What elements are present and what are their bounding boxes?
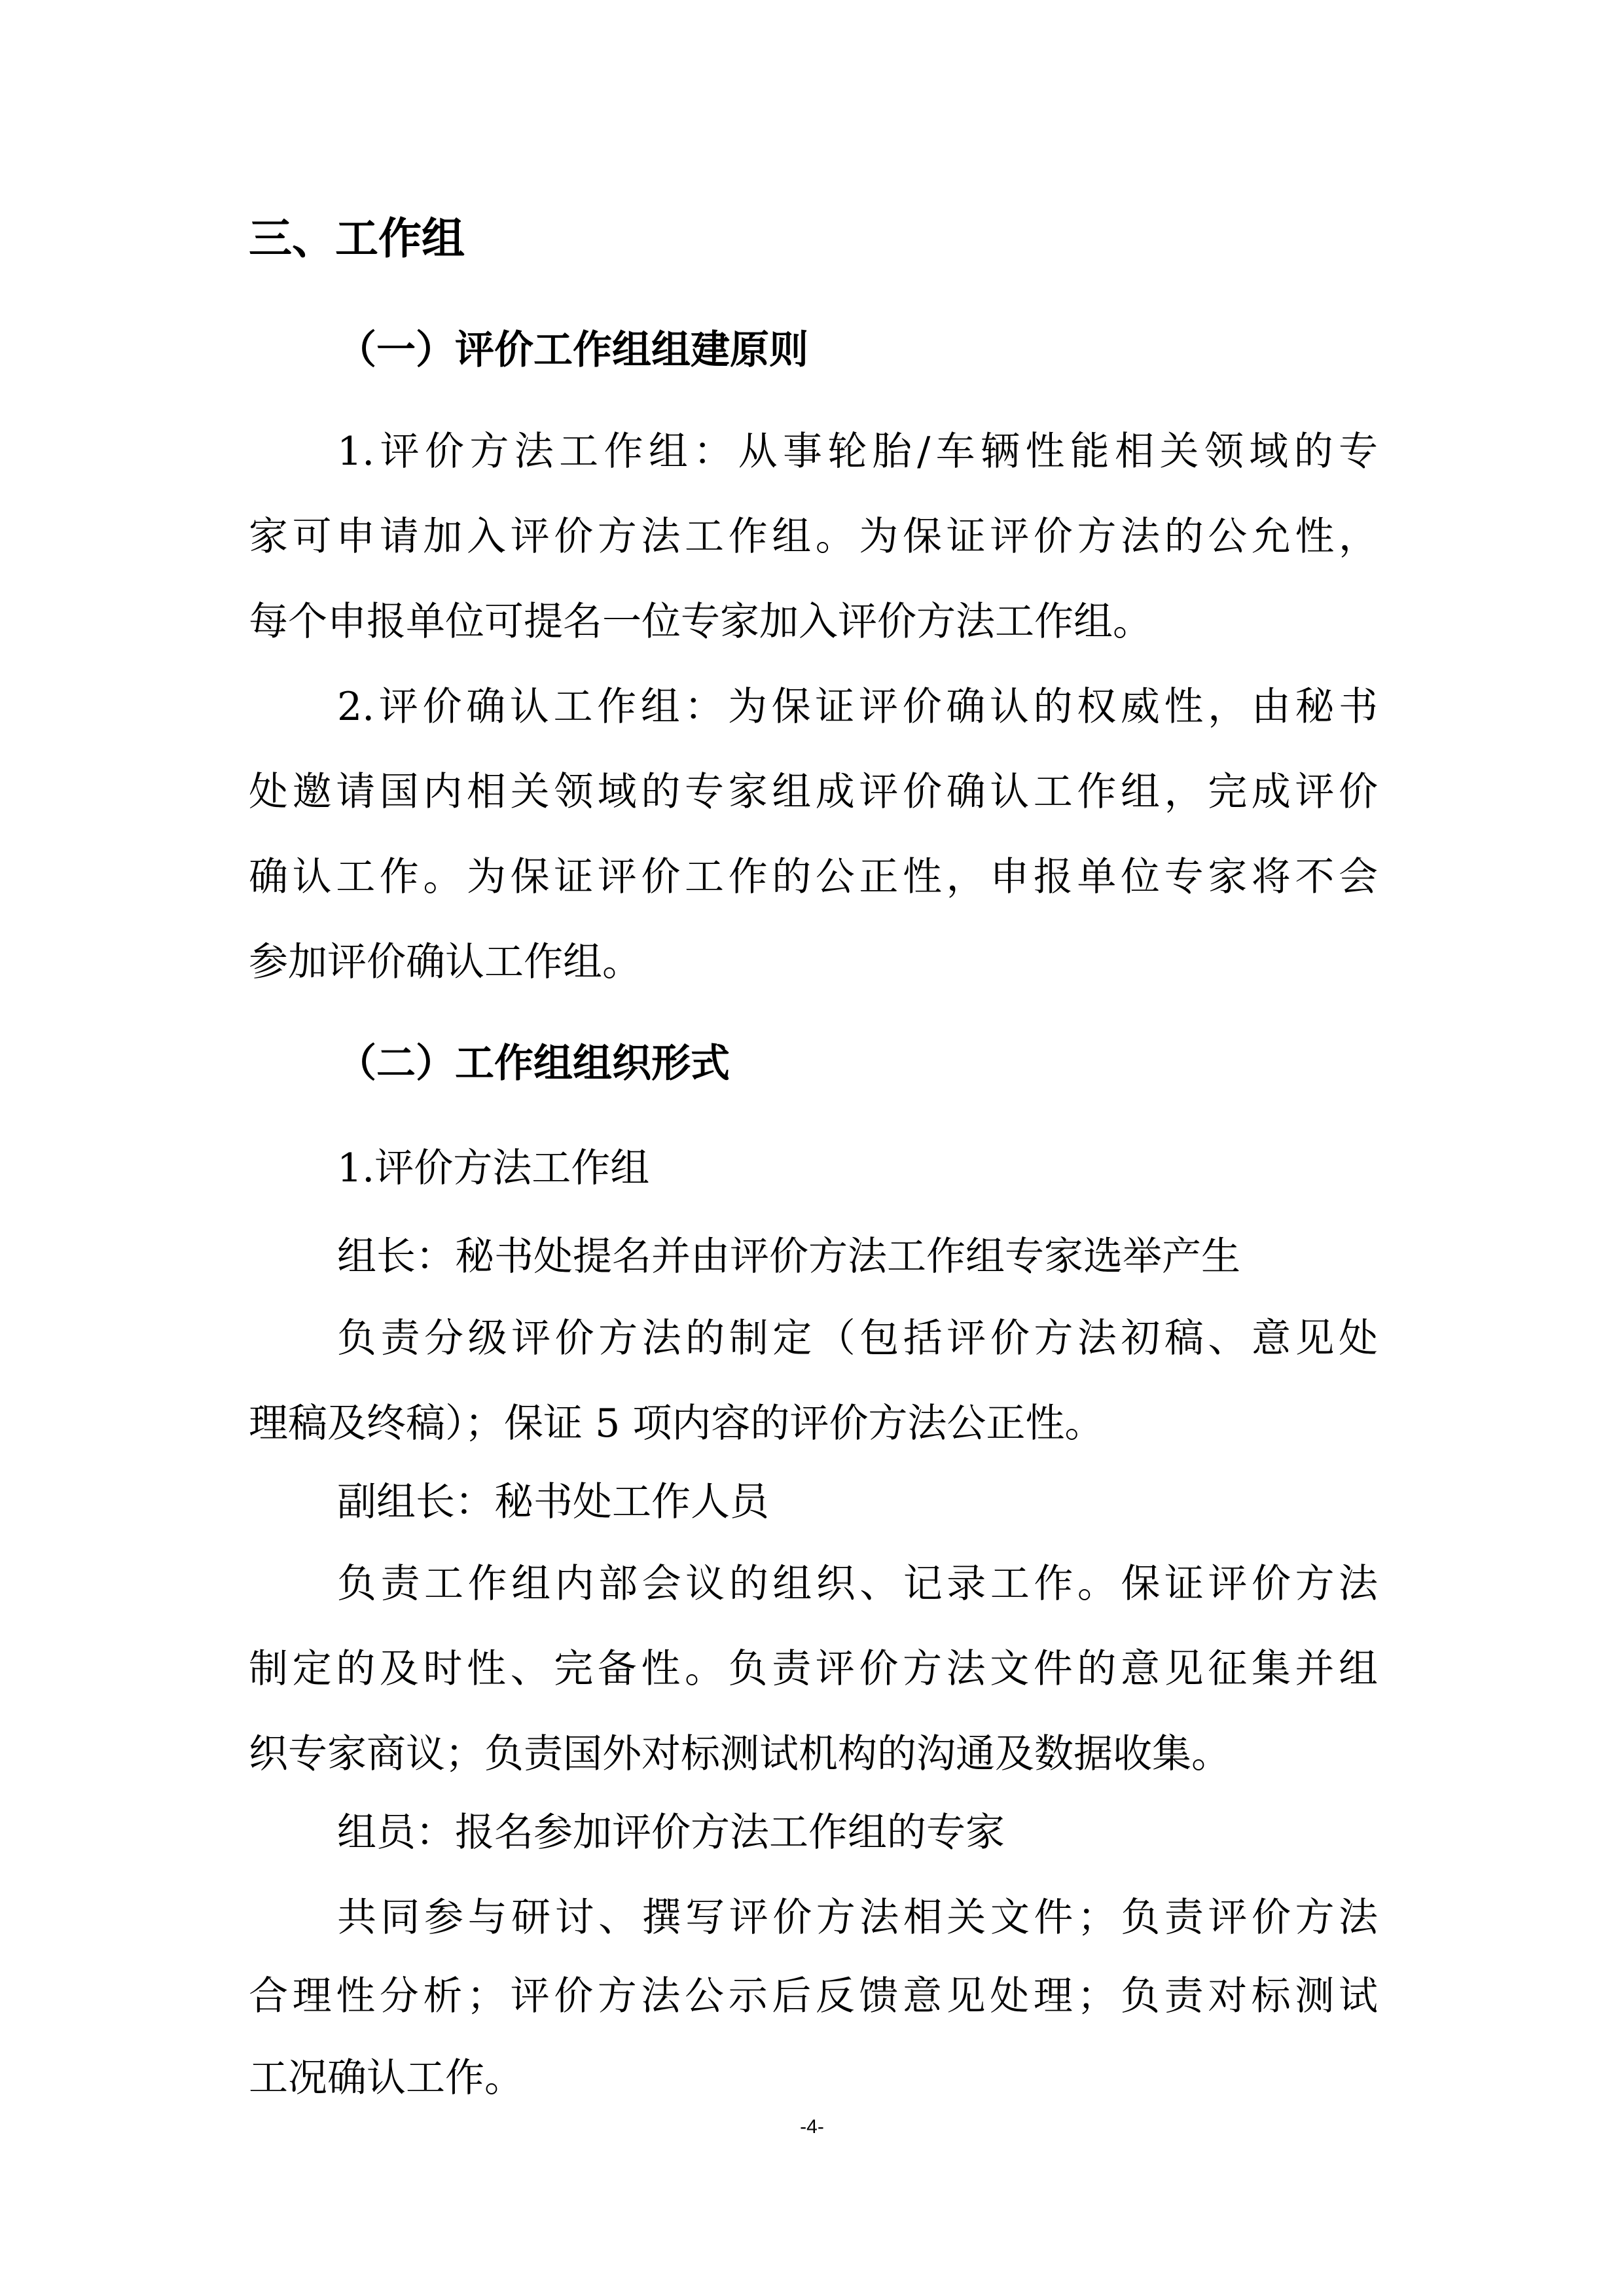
paragraph-line: 负责分级评价方法的制定（包括评价方法初稿、意见处 (337, 1316, 1378, 1361)
leader-role: 组长：秘书处提名并由评价方法工作组专家选举产生 (337, 1234, 1240, 1280)
paragraph-line: 工况确认工作。 (249, 2055, 524, 2101)
subsection-title-1: （一）评价工作组组建原则 (337, 327, 808, 373)
paragraph-line: 合理性分析；评价方法公示后反馈意见处理；负责对标测试 (249, 1973, 1378, 2019)
paragraph-line: 制定的及时性、完备性。负责评价方法文件的意见征集并组 (249, 1646, 1378, 1692)
paragraph-line: 确认工作。为保证评价工作的公正性，申报单位专家将不会 (249, 854, 1378, 900)
member-role: 组员：报名参加评价方法工作组的专家 (337, 1810, 1005, 1856)
paragraph-line: 共同参与研讨、撰写评价方法相关文件；负责评价方法 (337, 1895, 1378, 1941)
page-number: -4- (800, 2116, 824, 2138)
paragraph-line: 理稿及终稿）；保证 5 项内容的评价方法公正性。 (249, 1401, 1104, 1446)
paragraph-line: 织专家商议；负责国外对标测试机构的沟通及数据收集。 (249, 1731, 1231, 1777)
paragraph-line: 参加评价确认工作组。 (249, 939, 641, 985)
subsection-title-2: （二）工作组组织形式 (337, 1041, 730, 1086)
paragraph-line: 处邀请国内相关领域的专家组成评价确认工作组，完成评价 (249, 769, 1378, 815)
paragraph-line: 家可申请加入评价方法工作组。为保证评价方法的公允性， (249, 514, 1378, 560)
paragraph-line: 每个申报单位可提名一位专家加入评价方法工作组。 (249, 599, 1152, 645)
paragraph-line: 2.评价确认工作组：为保证评价确认的权威性，由秘书 (337, 684, 1378, 730)
deputy-role: 副组长：秘书处工作人员 (337, 1479, 769, 1525)
paragraph-line: 负责工作组内部会议的组织、记录工作。保证评价方法 (337, 1561, 1378, 1607)
paragraph-line: 1.评价方法工作组：从事轮胎/车辆性能相关领域的专 (337, 429, 1378, 475)
group-title: 1.评价方法工作组 (337, 1145, 650, 1191)
section-title: 三、工作组 (249, 213, 465, 264)
